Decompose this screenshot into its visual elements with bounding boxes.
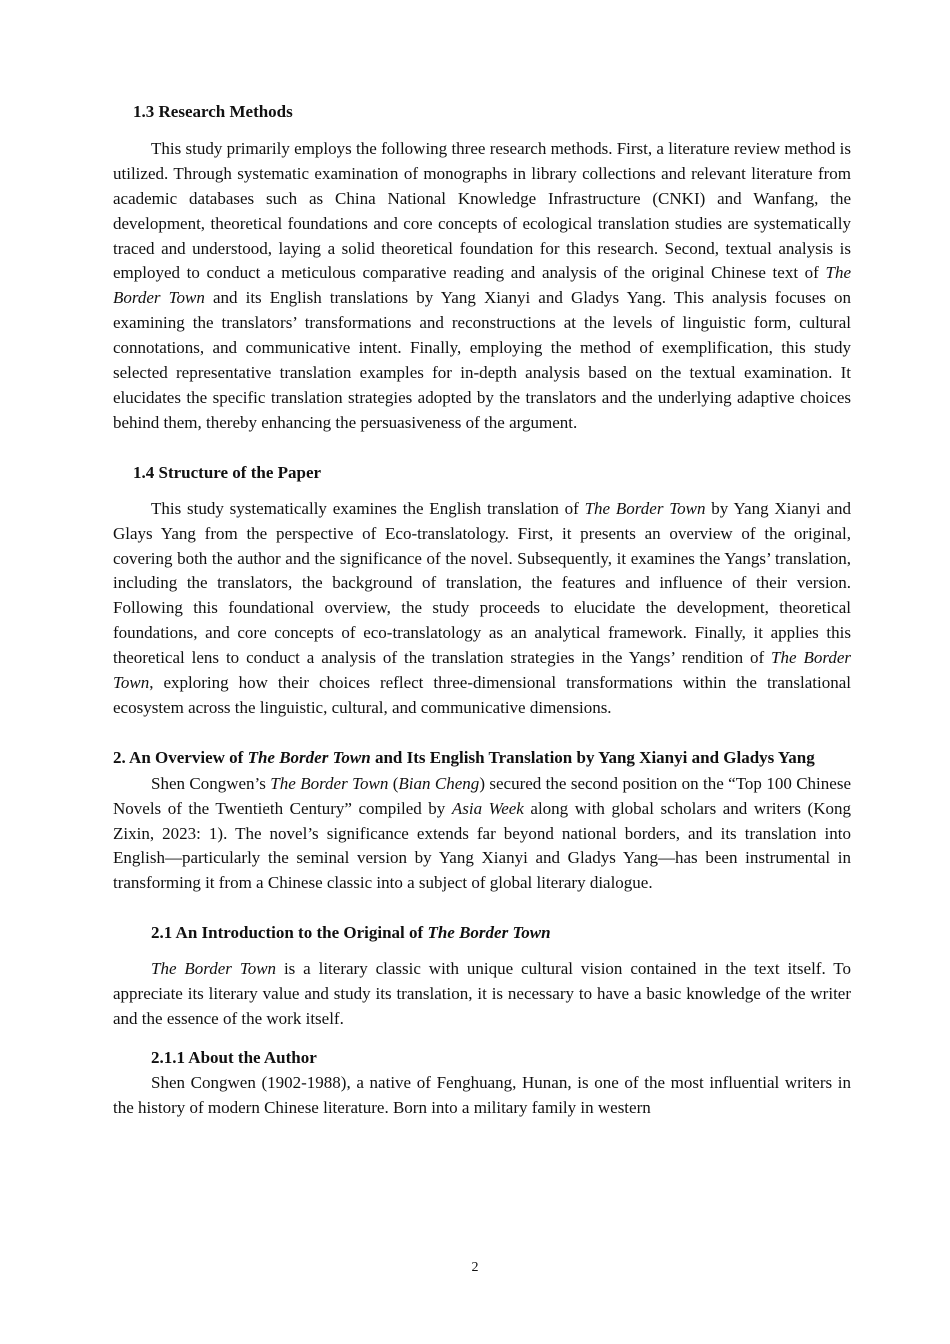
text-run: by Yang Xianyi and Glays Yang from the perspective of Eco-translatology. First, it presents an overview of the original, covering both the author and the significance of the novel. Subsequently, it examines the Yangs’ translation, including the translators, the background of translation, the features and influence of their version. Following this foundational overview, the study proceeds to elucidate the development, theoretical foundations, and core concepts of eco-translatology as an analytical framework. Finally, it applies this theoretical lens to conduct a analysis of the translation strategies in the Yangs’ rendition of [113,498,851,668]
text-run: and its English translations by Yang Xianyi and Gladys Yang. This analysis focuses on examining the translators’ transformations and reconstructions at the levels of linguistic form, cultural connotations, and communicative intent. Finally, employing the method of exemplification, this study selected representative translation examples for in-depth analysis based on the textual examination. It elucidates the specific translation strategies adopted by the translators and the underlying adaptive choices behind them, thereby enhancing the persuasiveness of the argument. [113,288,851,432]
paragraph-introduction [113,957,851,1032]
paragraph-author: Shen Congwen (1902-1988), a native of Fenghuang, Hunan, is one of the most influential writers in the history of modern Chinese literature. Born into a military family in western [113,1072,851,1117]
italic-title: The Border Town [113,648,851,693]
text-run: along with global scholars and writers (Kong Zixin, 2023: 1). The novel’s significance extends far beyond national borders, and its translation into English—particularly the seminal version by Yang Xianyi and Gladys Yang—has been instrumental in transforming it from a Chinese classic into a subject of global literary dialogue. [113,798,851,893]
heading-run: and Its English Translation by Yang Xianyi and Gladys Yang [370,747,815,767]
italic-title: Asia Week [451,798,524,818]
paragraph-structure [113,497,851,721]
text-run: Shen Congwen’s [151,773,271,793]
text-run: This study primarily employs the following three research methods. First, a literature review method is utilized. Through systematic examination of monographs in library collections and relevant literature from academic databases such as China National Knowledge Infrastructure (CNKI) and Wanfang, the development, theoretical foundations and core concepts of ecological translation studies are systematically traced and understood, laying a solid theoretical foundation for this research. Second, textual analysis is employed to conduct a meticulous comparative reading and analysis of the original Chinese text of [113,138,851,283]
italic-title: The Border Town [113,263,851,308]
text-run: ( [388,773,399,793]
section-heading-2-1 [113,921,851,946]
document-page [113,90,851,1121]
paragraph-research-methods [113,137,851,436]
italic-title: The Border Town [270,773,389,793]
page-number: 2 [471,1260,479,1275]
paragraph-overview [113,772,851,897]
italic-title: The Border Town [151,959,277,979]
italic-title: The Border Town [247,747,371,767]
heading-run: 2.1 An Introduction to the Original of [151,923,428,943]
text-run: is a literary classic with unique cultural vision contained in the text itself. To appreciate its literary value and study its translation, it is necessary to have a basic knowledge of the writer and the essence of the work itself. [113,959,851,1028]
section-heading-2 [113,746,851,771]
text-run: , exploring how their choices reflect three-dimensional transformations within the translational ecosystem across the linguistic, cultural, and communicative dimensions. [113,673,851,717]
heading-run: 2. An Overview of [113,747,248,767]
italic-title: The Border Town [427,923,551,943]
italic-title: The Border Town [584,498,706,518]
section-heading-2-1-1: 2.1.1 About the Author [151,1047,317,1067]
italic-title: Bian Cheng [398,773,480,793]
section-heading-1-3: 1.3 Research Methods [133,102,293,121]
section-heading-1-4: 1.4 Structure of the Paper [133,462,322,482]
text-run: This study systematically examines the English translation of [151,498,585,518]
text-run: ) secured the second position on the “Top 100 Chinese Novels of the Twentieth Century” compiled by [113,773,851,818]
